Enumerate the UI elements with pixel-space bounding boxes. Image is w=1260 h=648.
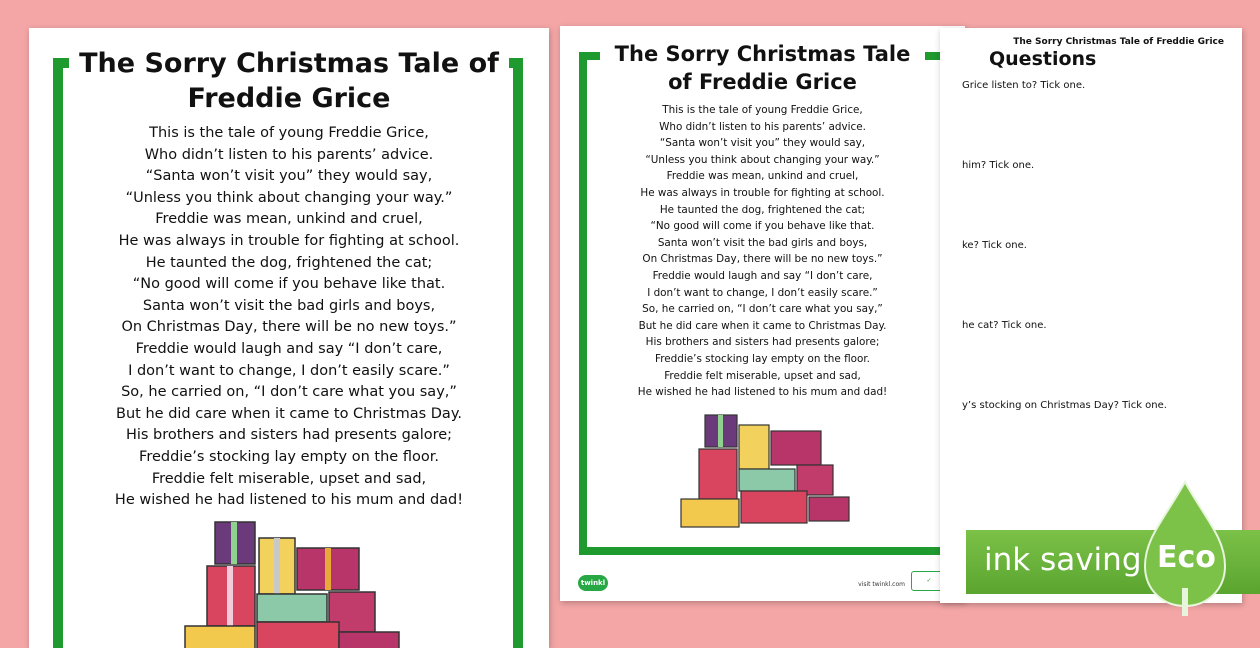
poem-line: He was always in trouble for fighting at school. bbox=[118, 232, 460, 249]
poem-line: I don’t want to change, I don’t easily scare.” bbox=[647, 286, 878, 299]
poem-line: Freddie’s stocking lay empty on the floor. bbox=[655, 352, 870, 365]
poem-line: This is the tale of young Freddie Grice, bbox=[662, 104, 863, 116]
ink-saving-label: ink saving bbox=[984, 542, 1142, 578]
twinkl-logo: twinkl bbox=[578, 575, 608, 591]
poem-line: So, he carried on, “I don’t care what you say,” bbox=[121, 384, 457, 401]
quality-badge-icon: ✓ bbox=[911, 571, 947, 591]
poem-line: His brothers and sisters had presents galore; bbox=[125, 427, 453, 444]
poem-line: Who didn’t listen to his parents’ advice. bbox=[144, 146, 434, 163]
poem-line: He wished he had listened to his mum and dad! bbox=[114, 492, 464, 509]
title-line: The Sorry Christmas Tale bbox=[614, 42, 911, 66]
poem-line: Freddie’s stocking lay empty on the floor. bbox=[139, 448, 439, 465]
poem-text bbox=[600, 102, 925, 401]
question-text: Grice listen to? Tick one. bbox=[962, 80, 1086, 91]
poem-line: Freddie would laugh and say “I don’t care, bbox=[652, 269, 873, 282]
poem-line: On Christmas Day, there will be no new toys.” bbox=[121, 319, 457, 336]
poem-line: Freddie felt miserable, upset and sad, bbox=[664, 369, 861, 382]
poem-line: On Christmas Day, there will be no new toys.” bbox=[642, 253, 883, 266]
worksheet-title: The Sorry Christmas Tale of Freddie Grice bbox=[69, 46, 509, 116]
poem-line: Freddie was mean, unkind and cruel, bbox=[155, 211, 423, 228]
poem-line: This is the tale of young Freddie Grice, bbox=[149, 125, 429, 141]
poem-line: But he did care when it came to Christmas Day. bbox=[116, 405, 462, 422]
poem-line: Freddie felt miserable, upset and sad, bbox=[151, 470, 427, 487]
title-line: of Freddie Grice bbox=[668, 70, 857, 94]
presents-illustration bbox=[675, 411, 855, 531]
footer-url: visit twinkl.com bbox=[858, 581, 905, 588]
poem-line: “Unless you think about changing your way.” bbox=[645, 153, 880, 166]
eco-badge: Eco bbox=[1157, 540, 1216, 575]
poem-line: Who didn’t listen to his parents’ advice. bbox=[659, 120, 866, 133]
poem-line: So, he carried on, “I don’t care what you say,” bbox=[642, 303, 883, 316]
poem-line: Freddie was mean, unkind and cruel, bbox=[666, 170, 859, 183]
poem-line: Freddie would laugh and say “I don’t care, bbox=[135, 340, 443, 357]
poem-line: He taunted the dog, frightened the cat; bbox=[659, 203, 866, 216]
poem-line: Santa won’t visit the bad girls and boys, bbox=[142, 297, 436, 314]
middle-worksheet-page bbox=[560, 26, 965, 601]
poem-line: He was always in trouble for fighting at school. bbox=[640, 186, 885, 199]
presents-illustration bbox=[179, 518, 409, 648]
page-footer bbox=[578, 571, 947, 591]
poem-line: “No good will come if you behave like that. bbox=[650, 220, 875, 233]
poem-line: I don’t want to change, I don’t easily scare.” bbox=[128, 362, 450, 379]
poem-line: Santa won’t visit the bad girls and boys, bbox=[657, 236, 868, 249]
question-text: he cat? Tick one. bbox=[962, 320, 1047, 331]
worksheet-title bbox=[600, 40, 925, 96]
poem-line: “Santa won’t visit you” they would say, bbox=[145, 168, 433, 185]
question-text: ke? Tick one. bbox=[962, 240, 1027, 251]
questions-heading: Questions bbox=[989, 48, 1097, 70]
poem-line: He taunted the dog, frightened the cat; bbox=[145, 254, 433, 271]
poem-line: “Santa won’t visit you” they would say, bbox=[659, 137, 866, 150]
poem-line: But he did care when it came to Christmas Day. bbox=[638, 319, 887, 332]
poem-line: He wished he had listened to his mum and dad! bbox=[637, 386, 888, 399]
poem-text bbox=[89, 123, 489, 512]
poem-line: “No good will come if you behave like that. bbox=[132, 276, 446, 293]
worksheet-small-title: The Sorry Christmas Tale of Freddie Grice bbox=[1013, 37, 1224, 47]
left-worksheet-page bbox=[29, 28, 549, 648]
poem-line: “Unless you think about changing your way.” bbox=[125, 189, 453, 206]
poem-line: His brothers and sisters had presents galore; bbox=[645, 336, 880, 349]
question-text: y’s stocking on Christmas Day? Tick one. bbox=[962, 400, 1167, 411]
question-text: him? Tick one. bbox=[962, 160, 1035, 171]
